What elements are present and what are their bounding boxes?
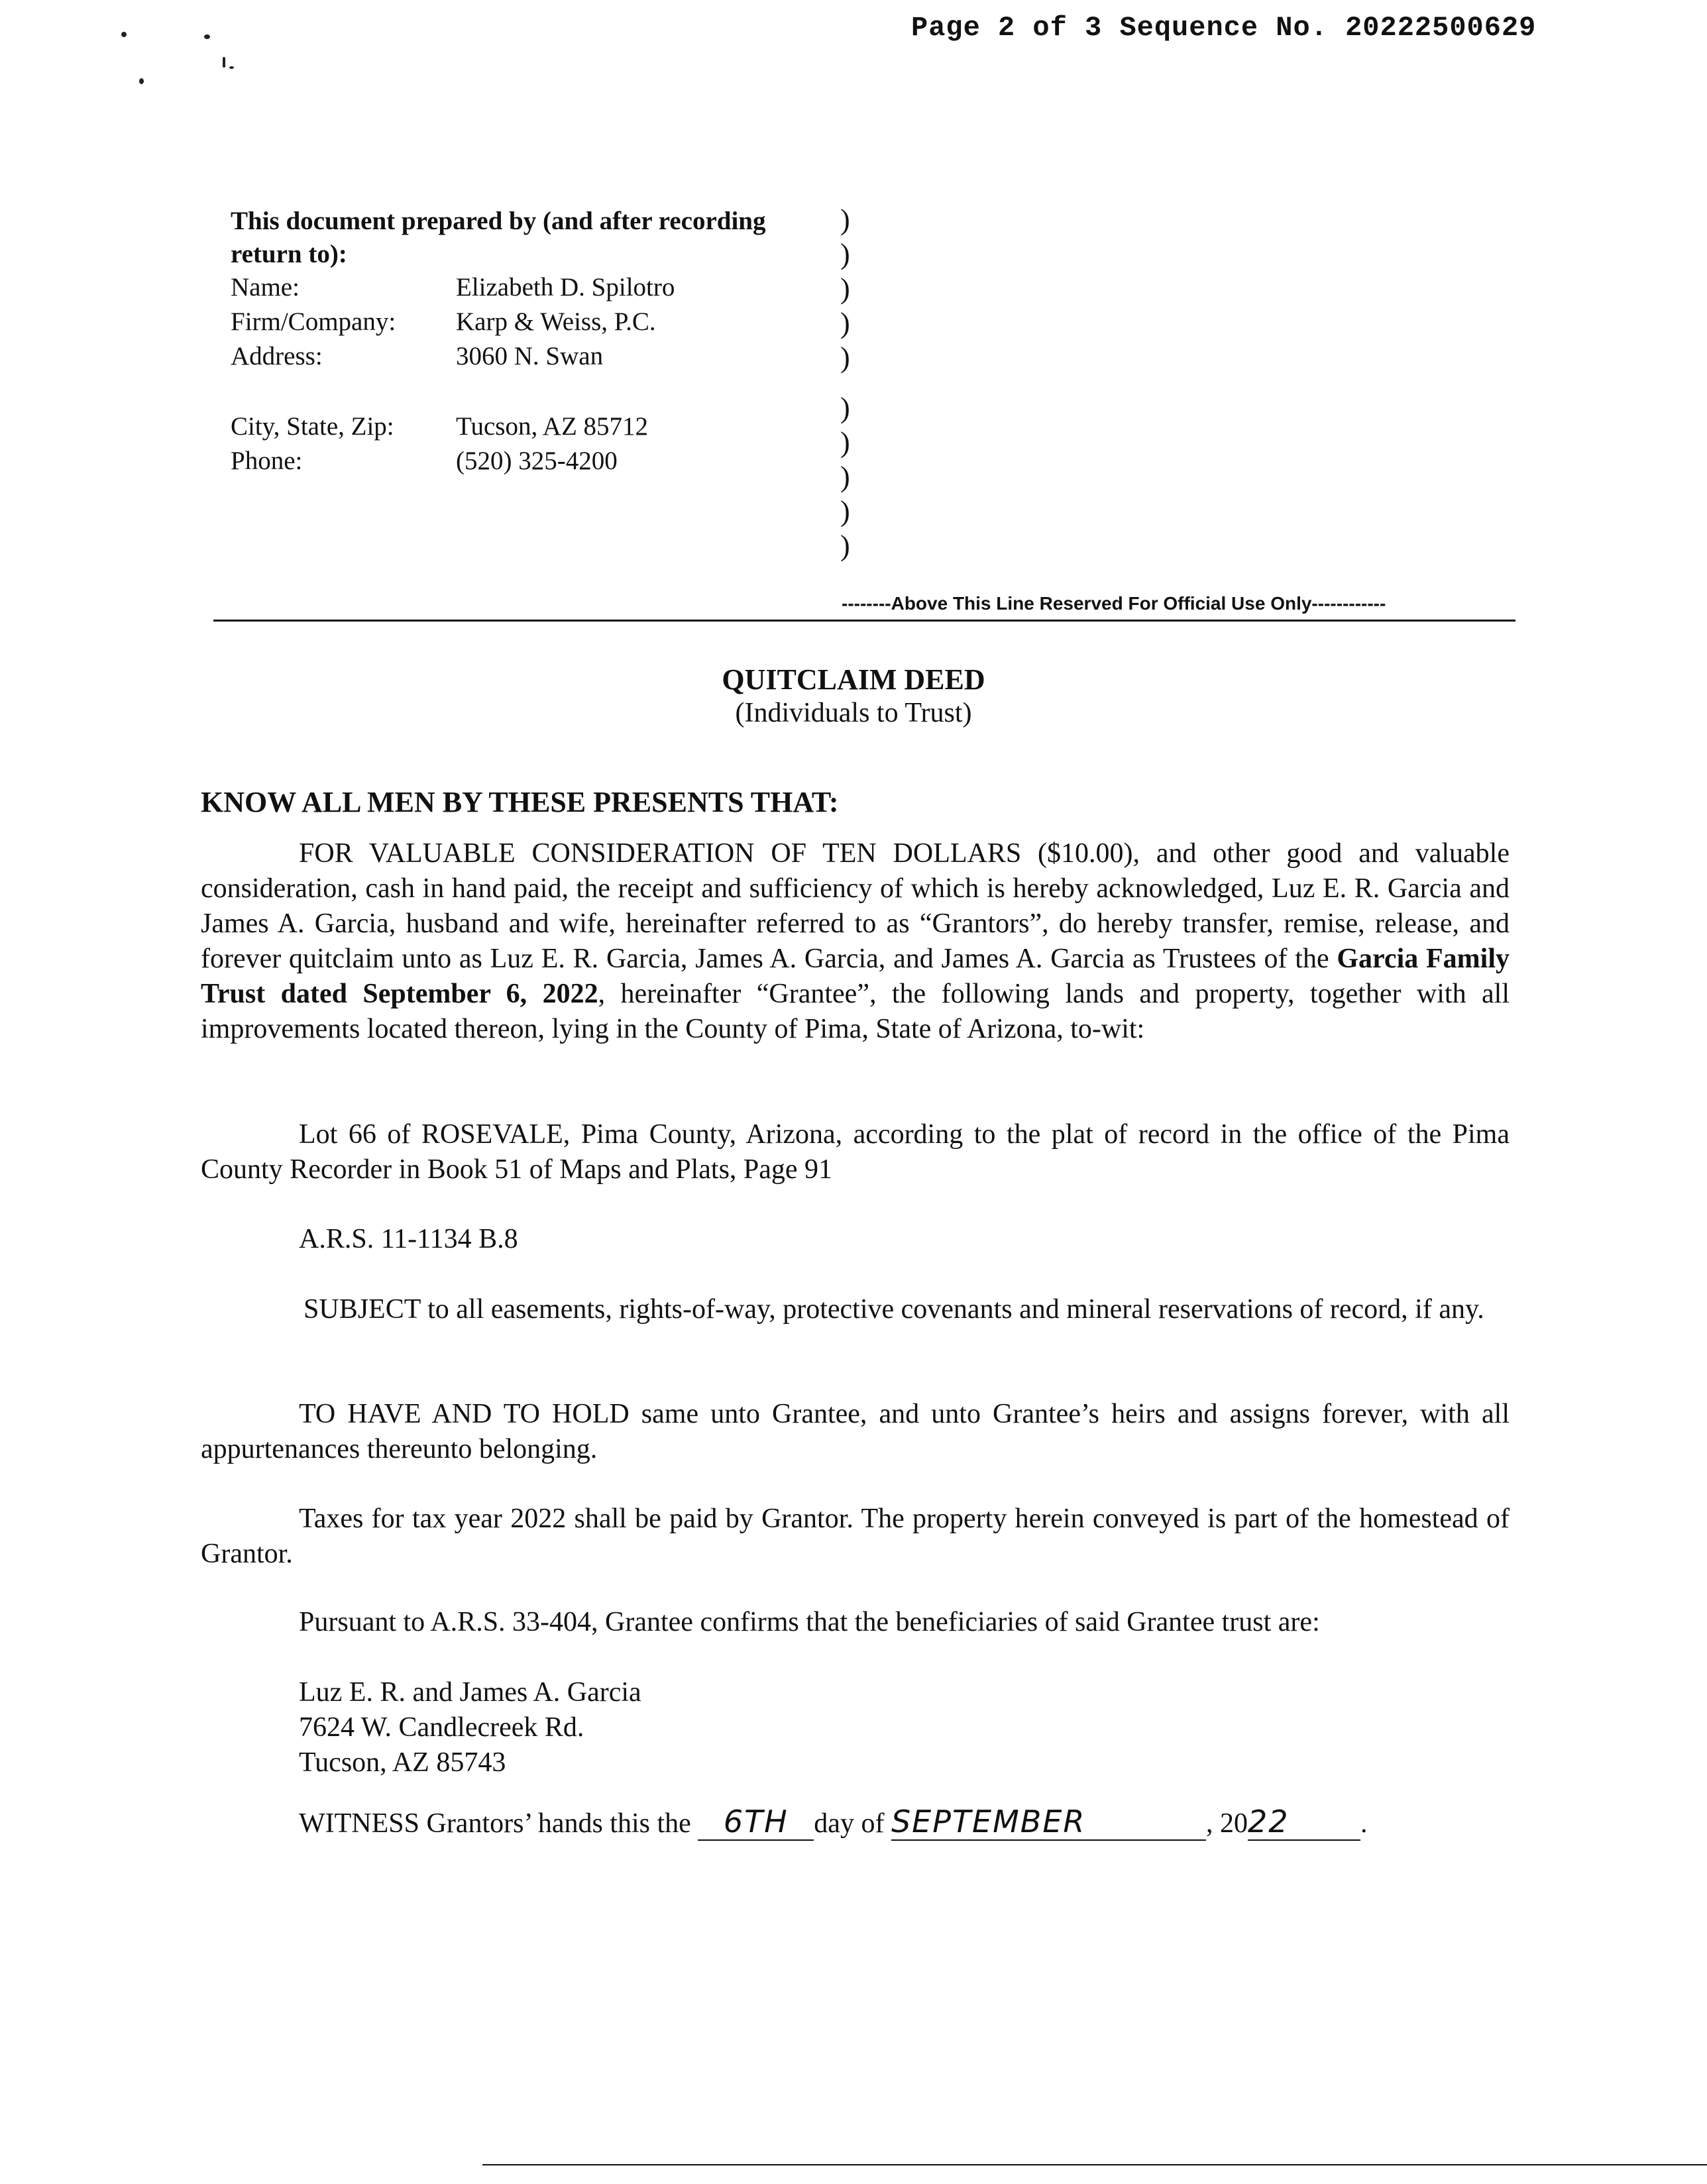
year-field: 22	[1248, 1804, 1360, 1841]
consideration-text: FOR VALUABLE CONSIDERATION OF TEN DOLLARS ($10.00), and other good and valuable consideration, cash in hand paid, the receipt and sufficiency of which is hereby acknowledged, Luz E. R. Garcia and James A. Garcia, husband and wife, hereinafter referred to as “Grantors”, do hereby transfer, remise, release, and forever quitclaim unto as Luz E. R. Garcia, James A. Garcia, and James A. Garcia as Trustees of the	[201, 838, 1510, 974]
firm-value: Karp & Weiss, P.C.	[456, 307, 656, 336]
witness-day-of: day of	[814, 1808, 885, 1839]
beneficiaries-statement: Pursuant to A.R.S. 33-404, Grantee confirms that the beneficiaries of said Grantee trust are:	[299, 1607, 1320, 1637]
ars-reference: A.R.S. 11-1134 B.8	[299, 1224, 518, 1254]
document-title: QUITCLAIM DEED	[722, 663, 985, 696]
beneficiary-names: Luz E. R. and James A. Garcia	[299, 1677, 641, 1708]
recording-bracket: )	[840, 272, 850, 305]
recital-heading: KNOW ALL MEN BY THESE PRESENTS THAT:	[201, 786, 839, 818]
preparer-heading-cont: return to):	[231, 240, 347, 268]
witness-prefix: WITNESS Grantors’ hands this the	[299, 1808, 691, 1839]
consideration-text-cont: , hereinafter “Grantee”, the following lands and property, together with all improvements located thereon, lying in the County of Pima, State of Arizona, to-wit:	[201, 979, 1510, 1044]
footer-rule	[482, 2164, 1707, 2165]
phone-label: Phone:	[231, 447, 303, 475]
subject-text: SUBJECT to all easements, rights-of-way, protective covenants and mineral reservations of record, if any.	[303, 1294, 1484, 1325]
subject-paragraph	[201, 1292, 1510, 1327]
official-use-divider	[213, 620, 1515, 622]
firm-label: Firm/Company:	[231, 307, 396, 336]
name-label: Name:	[231, 273, 300, 301]
habendum-text: TO HAVE AND TO HOLD same unto Grantee, and unto Grantee’s heirs and assigns forever, with all appurtenances thereunto belonging.	[201, 1399, 1510, 1464]
phone-value: (520) 325-4200	[456, 447, 618, 475]
city-label: City, State, Zip:	[231, 412, 394, 441]
recording-bracket: )	[840, 392, 850, 424]
document-subtitle: (Individuals to Trust)	[735, 698, 972, 728]
recording-bracket: )	[840, 461, 850, 493]
name-value: Elizabeth D. Spilotro	[456, 273, 675, 301]
address-value: 3060 N. Swan	[456, 342, 604, 370]
recording-bracket: )	[840, 203, 850, 236]
scan-speck	[223, 57, 225, 68]
recording-bracket: )	[840, 238, 850, 270]
city-value: Tucson, AZ 85712	[456, 412, 649, 441]
day-field: 6TH	[698, 1804, 814, 1841]
legal-description-paragraph	[201, 1117, 1510, 1187]
scan-speck	[121, 32, 127, 37]
beneficiary-street: 7624 W. Candlecreek Rd.	[299, 1712, 584, 1743]
taxes-paragraph	[201, 1502, 1510, 1572]
preparer-heading: This document prepared by (and after recording	[231, 207, 766, 235]
witness-end: .	[1360, 1808, 1368, 1839]
taxes-text: Taxes for tax year 2022 shall be paid by Grantor. The property herein conveyed is part of the homestead of Grantor.	[201, 1503, 1510, 1569]
scan-speck	[139, 78, 144, 84]
recording-bracket: )	[840, 307, 850, 339]
recording-bracket: )	[840, 495, 850, 527]
scan-speck	[204, 34, 210, 39]
recording-bracket: )	[840, 341, 850, 374]
month-field: SEPTEMBER	[891, 1804, 1206, 1841]
witness-year-prefix: , 20	[1205, 1808, 1248, 1839]
consideration-paragraph	[201, 836, 1510, 1047]
recording-bracket: )	[840, 426, 850, 459]
habendum-paragraph	[201, 1397, 1510, 1467]
witness-line	[299, 1804, 1367, 1841]
official-use-notice: --------Above This Line Reserved For Official Use Only------------	[842, 593, 1386, 614]
address-label: Address:	[231, 342, 323, 370]
page-sequence-header: Page 2 of 3 Sequence No. 20222500629	[911, 12, 1537, 44]
trust-name: Garcia Family Trust dated September 6, 2022	[201, 944, 1510, 1009]
recording-bracket: )	[840, 529, 850, 562]
scan-speck	[229, 66, 234, 69]
beneficiary-city: Tucson, AZ 85743	[299, 1747, 506, 1778]
legal-description-text: Lot 66 of ROSEVALE, Pima County, Arizona, according to the plat of record in the office of the Pima County Recorder in Book 51 of Maps and Plats, Page 91	[201, 1119, 1510, 1185]
